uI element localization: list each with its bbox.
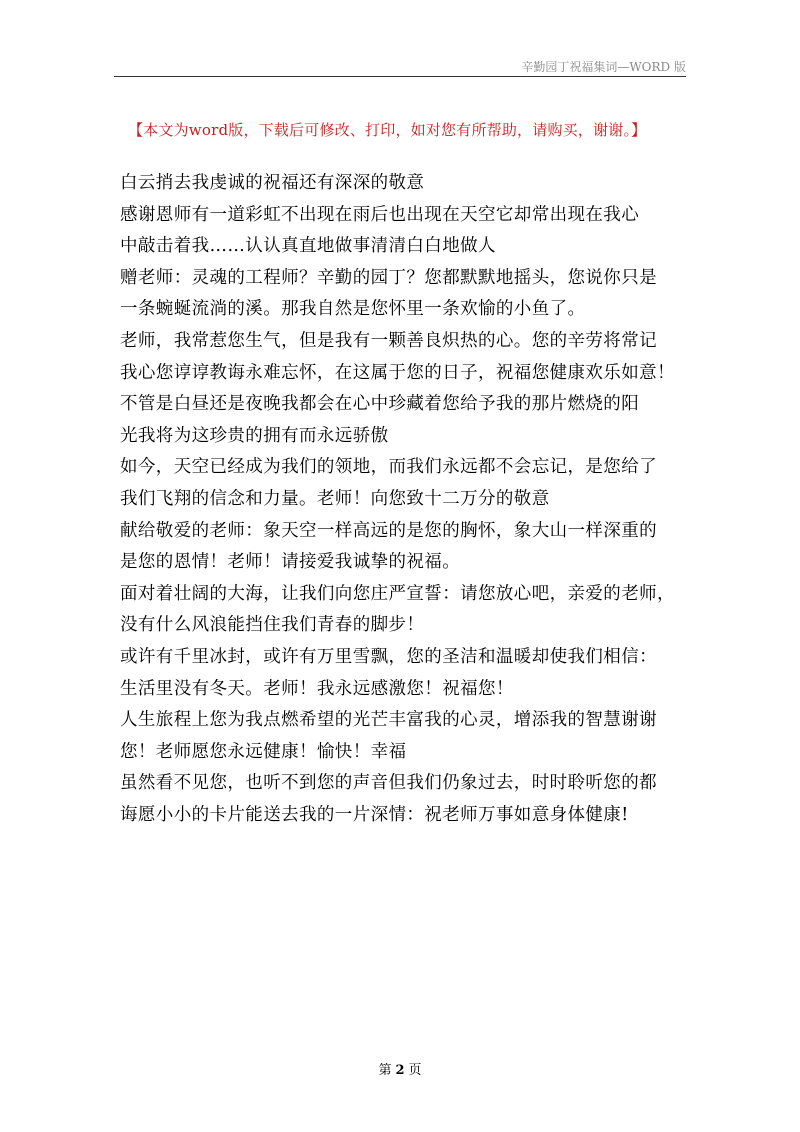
page-footer [0,1059,800,1078]
text-line: 您！老师愿您永远健康！愉快！幸福 [120,741,407,762]
text-line: 面对着壮阔的大海，让我们向您庄严宣誓：请您放心吧，亲爱的老师， [120,583,675,604]
page-header: 辛勤园丁祝福集词—WORD 版 [521,60,686,74]
page-number-suffix: 页 [408,1063,422,1078]
text-line: 我们飞翔的信念和力量。老师！向您致十二万分的敬意 [120,488,550,509]
text-line: 献给敬爱的老师：象天空一样高远的是您的胸怀，象大山一样深重的 [120,520,657,541]
text-line: 中敲击着我……认认真直地做事清清白白地做人 [120,236,496,257]
text-line: 我心您谆谆教诲永难忘怀，在这属于您的日子，祝福您健康欢乐如意！ [120,362,675,383]
text-line: 白云捎去我虔诚的祝福还有深深的敬意 [120,173,425,193]
text-line: 诲愿小小的卡片能送去我的一片深情：祝老师万事如意身体健康! [120,804,629,825]
text-line: 老师，我常惹您生气，但是我有一颗善良炽热的心。您的辛劳将常记 [120,330,657,351]
document-body [120,168,692,831]
text-line: 如今，天空已经成为我们的领地，而我们永远都不会忘记，是您给了 [120,457,657,478]
text-line: 是您的恩情！老师！请接爱我诚挚的祝福。 [120,552,461,573]
text-line: 虽然看不见您，也听不到您的声音但我们仍象过去，时时聆听您的都 [120,773,657,794]
text-line: 光我将为这珍贵的拥有而永远骄傲 [120,425,389,446]
text-line: 不管是白昼还是夜晚我都会在心中珍藏着您给予我的那片燃烧的阳 [120,394,640,415]
purchase-notice: 【本文为word版，下载后可修改、打印，如对您有所帮助，请购买，谢谢。】 [128,121,647,139]
text-line: 赠老师：灵魂的工程师？辛勤的园丁？您都默默地摇头，您说你只是 [120,267,657,288]
header-divider [114,76,686,77]
text-line: 一条蜿蜒流淌的溪。那我自然是您怀里一条欢愉的小鱼了。 [120,299,586,320]
page-number-prefix: 第 [378,1063,392,1078]
text-line: 没有什么风浪能挡住我们青春的脚步！ [120,615,425,636]
text-line: 感谢恩师有一道彩虹不出现在雨后也出现在天空它却常出现在我心 [120,204,640,225]
text-line: 人生旅程上您为我点燃希望的光芒丰富我的心灵，增添我的智慧谢谢 [120,710,657,731]
text-line: 生活里没有冬天。老师！我永远感激您！祝福您！ [120,678,514,699]
page-number: 2 [395,1063,405,1078]
text-line: 或许有千里冰封，或许有万里雪飘，您的圣洁和温暖却使我们相信： [120,646,657,667]
